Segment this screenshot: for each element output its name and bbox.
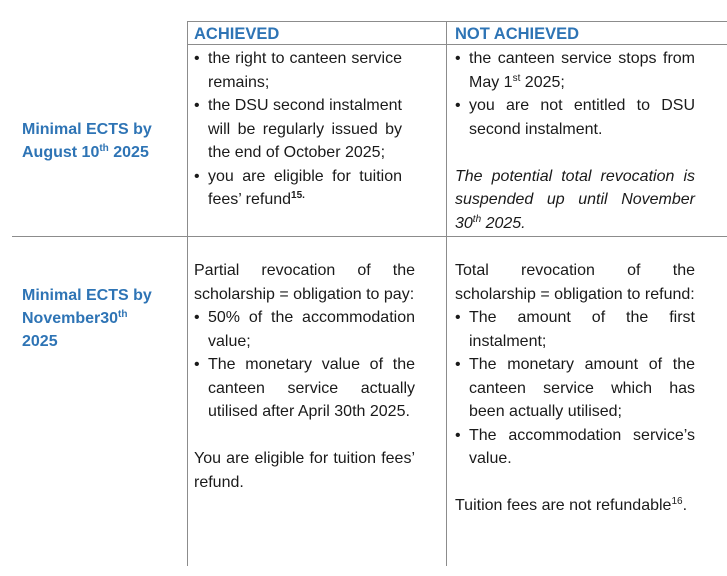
list-item: • The monetary amount of the canteen service which has been actually utilised; — [455, 356, 695, 420]
list-item: • The amount of the first instalment; — [455, 309, 695, 350]
total-revocation-intro: Total revocation of the scholarship = obligation to refund: — [455, 262, 695, 303]
list-item: • the canteen service stops from May 1st 2025; — [455, 50, 695, 91]
tuition-not-refundable-note: Tuition fees are not refundable$^{16}$. — [455, 496, 688, 514]
cell-november-achieved — [194, 259, 415, 494]
table-top-border — [187, 21, 727, 22]
tuition-eligible-note: You are eligible for tuition fees’ refund. — [194, 450, 415, 491]
cell-august-achieved — [194, 47, 402, 212]
row-label-line: November30th — [22, 309, 128, 327]
row-divider — [12, 236, 727, 237]
row-label-line: August 10th 2025 — [22, 143, 149, 161]
row-label-line: 2025 — [22, 333, 58, 350]
footnote-ref: 15. — [291, 190, 305, 201]
cell-august-not-achieved — [455, 47, 695, 235]
column-divider-middle — [446, 21, 447, 566]
footnote-ref: 16 — [671, 496, 683, 507]
cell-november-not-achieved — [455, 259, 695, 518]
header-divider — [187, 44, 727, 45]
list-item: • 50% of the accommodation value; — [194, 309, 415, 350]
header-achieved: ACHIEVED — [194, 25, 280, 43]
list-item: • the DSU second instalment will be regularly issued by the end of October 2025; — [194, 97, 402, 161]
revocation-note: The potential total revocation is suspended up until November 30th 2025. — [455, 167, 695, 232]
row-label-november — [22, 284, 172, 353]
list-item: • you are eligible for tuition fees’ refund$^{15.}$ — [194, 167, 402, 208]
list-item: • The accommodation service’s value. — [455, 426, 695, 467]
column-divider-left — [187, 21, 188, 566]
header-not-achieved: NOT ACHIEVED — [455, 25, 580, 43]
list-item: • you are not entitled to DSU second instalment. — [455, 97, 695, 138]
row-label-line: Minimal ECTS by — [22, 287, 152, 304]
row-label-line: Minimal ECTS by — [22, 121, 152, 138]
list-item: • the right to canteen service remains; — [194, 50, 402, 91]
list-item: • The monetary value of the canteen service actually utilised after April 30th 2025. — [194, 356, 415, 420]
partial-revocation-intro: Partial revocation of the scholarship = obligation to pay: — [194, 262, 415, 303]
row-label-august — [22, 118, 172, 164]
